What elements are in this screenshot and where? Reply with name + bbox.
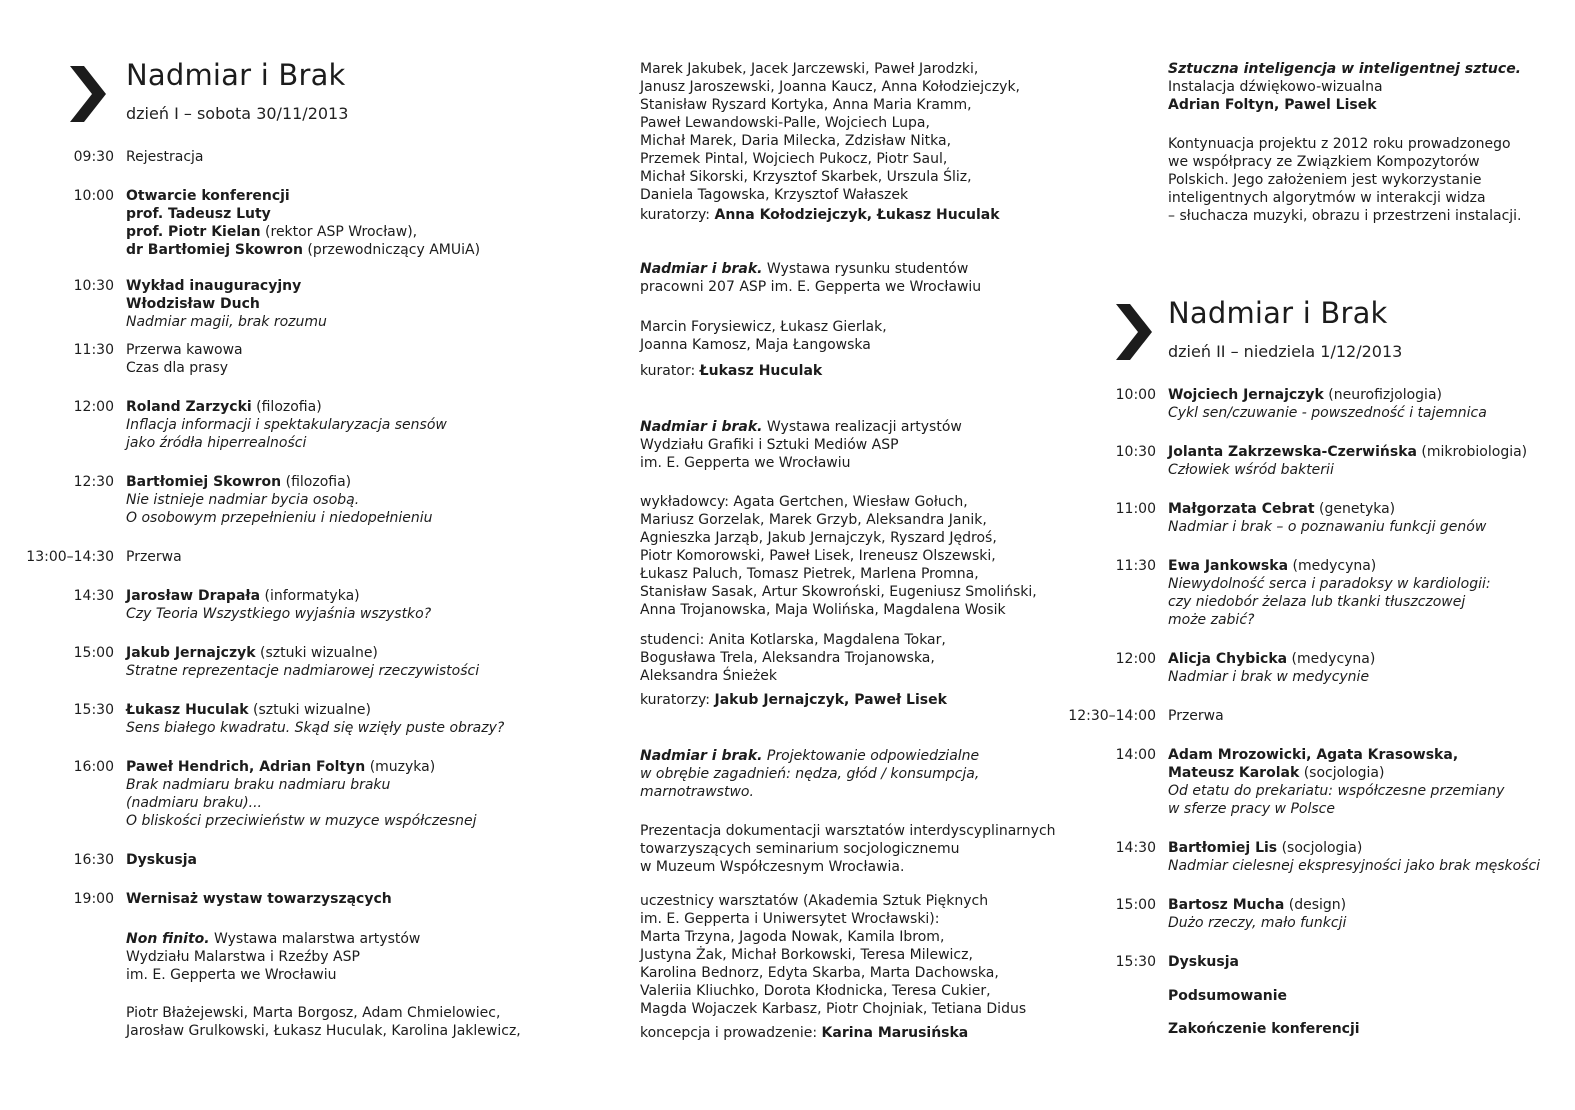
talk-title: Czy Teoria Wszystkiego wyjaśnia wszystko? [126, 606, 432, 622]
speaker-field: (mikrobiologia) [1416, 444, 1528, 460]
schedule-time: 12:00 [1115, 651, 1156, 667]
lecturers-line: Stanisław Sasak, Artur Skowroński, Eugeniusz Smoliński, [640, 584, 1037, 600]
students-line: Aleksandra Śnieżek [640, 668, 777, 684]
schedule-item [1168, 1020, 1360, 1038]
lecturers-line: Piotr Komorowski, Paweł Lisek, Ireneusz Olszewski, [640, 548, 996, 564]
speaker-field: (muzyka) [365, 759, 436, 775]
schedule-item [73, 187, 481, 259]
concept-name: Karina Marusińska [821, 1025, 969, 1041]
schedule-item [1115, 650, 1376, 686]
speaker-field: (filozofia) [281, 474, 352, 490]
schedule-item [1115, 443, 1528, 479]
installation-authors: Adrian Foltyn, Pawel Lisek [1168, 97, 1377, 113]
schedule-time: 13:00–14:30 [26, 549, 114, 565]
schedule-text: Rejestracja [126, 149, 204, 165]
description-line: – słuchacza muzyki, obrazu i przestrzeni instalacji. [1168, 208, 1522, 224]
talk-title: Nadmiar i brak w medycynie [1168, 669, 1370, 685]
exhibition-drawing [640, 260, 981, 296]
installation-description [1168, 135, 1522, 225]
schedule-item [73, 398, 447, 452]
curators-names: Jakub Jernajczyk, Paweł Lisek [714, 692, 947, 708]
speaker-field: (sztuki wizualne) [248, 702, 371, 718]
schedule-time: 14:30 [73, 588, 114, 604]
description-line: Polskich. Jego założeniem jest wykorzystanie [1168, 172, 1482, 188]
speaker-name: Bartosz Mucha [1168, 897, 1285, 913]
schedule-time: 11:00 [1115, 501, 1156, 517]
talk-title: (nadmiaru braku)... [126, 795, 263, 811]
speaker-name: Jakub Jernajczyk [126, 645, 256, 661]
curators-label: kuratorzy: [640, 692, 715, 708]
description-line: towarzyszących seminarium socjologicznemu [640, 841, 960, 857]
lecturers-list [640, 493, 1037, 619]
schedule-item [1115, 386, 1487, 422]
chevron-right-icon [1116, 304, 1156, 360]
exhibition-line: Wydziału Malarstwa i Rzeźby ASP [126, 949, 360, 965]
exhibition-title: Non finito. [126, 931, 210, 947]
exhibition-title: Nadmiar i brak. [640, 748, 763, 764]
talk-title: O bliskości przeciwieństw w muzyce współczesnej [126, 813, 477, 829]
speaker-name: prof. Piotr Kielan [126, 224, 261, 240]
curators-names: Anna Kołodziejczyk, Łukasz Huculak [714, 207, 1000, 223]
curators-3 [640, 691, 947, 709]
schedule-item [73, 851, 197, 869]
talk-title: czy niedobór żelaza lub tkanki tłuszczowej [1168, 594, 1466, 610]
schedule-item [1115, 746, 1505, 818]
artists-line: Michał Sikorski, Krzysztof Skarbek, Urszula Śliz, [640, 169, 972, 185]
description-line: Kontynuacja projektu z 2012 roku prowadzonego [1168, 136, 1511, 152]
schedule-time: 11:30 [1115, 558, 1156, 574]
exhibition-title-rest: Projektowanie odpowiedzialne [762, 748, 980, 764]
artists-line: Daniela Tagowska, Krzysztof Wałaszek [640, 187, 909, 203]
speaker-name: Mateusz Karolak [1168, 765, 1300, 781]
artists-line: Janusz Jaroszewski, Joanna Kaucz, Anna Kołodziejczyk, [640, 79, 1021, 95]
schedule-time: 16:30 [73, 852, 114, 868]
schedule-time: 10:00 [1115, 387, 1156, 403]
participants-line: Justyna Żak, Michał Borkowski, Teresa Milewicz, [640, 947, 973, 963]
schedule-item [73, 644, 480, 680]
lecturers-line: Anna Trojanowska, Maja Wolińska, Magdalena Wosik [640, 602, 1006, 618]
artists-line: Jarosław Grulkowski, Łukasz Huculak, Karolina Jaklewicz, [126, 1023, 521, 1039]
speaker-field: (socjologia) [1299, 765, 1385, 781]
speaker-name: Paweł Hendrich, Adrian Foltyn [126, 759, 366, 775]
artists-continued [640, 60, 1020, 204]
exhibition-title-rest: Wystawa realizacji artystów [762, 419, 962, 435]
exhibition-line: Wydziału Grafiki i Sztuki Mediów ASP [640, 437, 899, 453]
curator-name: Łukasz Huculak [699, 363, 823, 379]
schedule-time: 15:30 [1115, 954, 1156, 970]
participants-line: Marta Trzyna, Jagoda Nowak, Kamila Ibrom, [640, 929, 945, 945]
artists-line: Paweł Lewandowski-Palle, Wojciech Lupa, [640, 115, 930, 131]
speaker-name: Jolanta Zakrzewska-Czerwińska [1168, 444, 1417, 460]
exhibition-title: Nadmiar i brak. [640, 419, 763, 435]
talk-title: Cykl sen/czuwanie - powszedność i tajemnica [1168, 405, 1487, 421]
lecturers-line: Agnieszka Jarząb, Jakub Jernajczyk, Ryszard Jędroś, [640, 530, 997, 546]
speaker-name: Podsumowanie [1168, 988, 1288, 1004]
description-line: w Muzeum Współczesnym Wrocławia. [640, 859, 905, 875]
schedule-time: 12:30–14:00 [1068, 708, 1156, 724]
schedule-time: 12:00 [73, 399, 114, 415]
exhibition-design [640, 747, 979, 801]
exhibition-line: w obrębie zagadnień: nędza, głód / konsumpcja, [640, 766, 980, 782]
speaker-name: Dyskusja [126, 852, 197, 868]
schedule-time: 10:30 [1115, 444, 1156, 460]
exhibition-title-rest: Wystawa malarstwa artystów [209, 931, 421, 947]
speaker-name: Dyskusja [1168, 954, 1239, 970]
talk-title: Nadmiar i brak – o poznawaniu funkcji genów [1168, 519, 1487, 535]
curators-label: kuratorzy: [640, 207, 715, 223]
exhibition-drawing-artists [640, 318, 887, 354]
exhibition-non-finito [126, 930, 420, 984]
schedule-text: Czas dla prasy [126, 360, 229, 376]
curator-label: kurator: [640, 363, 700, 379]
exhibition-line: im. E. Gepperta we Wrocławiu [126, 967, 337, 983]
concept-label: koncepcja i prowadzenie: [640, 1025, 822, 1041]
speaker-name: Wykład inauguracyjny [126, 278, 302, 294]
talk-title: Brak nadmiaru braku nadmiaru braku [126, 777, 391, 793]
schedule-text: Przerwa [1168, 708, 1224, 724]
speaker-name: Wernisaż wystaw towarzyszących [126, 891, 392, 907]
lecturers-line: Łukasz Paluch, Tomasz Pietrek, Marlena Promna, [640, 566, 979, 582]
speaker-name: Małgorzata Cebrat [1168, 501, 1315, 517]
speaker-name: Adam Mrozowicki, Agata Krasowska, [1168, 747, 1459, 763]
talk-title: Stratne reprezentacje nadmiarowej rzeczywistości [126, 663, 480, 679]
installation-title: Sztuczna inteligencja w inteligentnej sztuce. [1168, 61, 1522, 77]
curators-1 [640, 206, 1000, 224]
schedule-item [26, 548, 182, 566]
speaker-name: Ewa Jankowska [1168, 558, 1289, 574]
schedule-time: 14:00 [1115, 747, 1156, 763]
description-line: inteligentnych algorytmów w interakcji widza [1168, 190, 1486, 206]
students-line: studenci: Anita Kotlarska, Magdalena Tokar, [640, 632, 946, 648]
talk-title: Sens białego kwadratu. Skąd się wzięły puste obrazy? [126, 720, 505, 736]
schedule-item [1115, 839, 1541, 875]
schedule-item [1115, 557, 1491, 629]
exhibition-line: im. E. Gepperta we Wrocławiu [640, 455, 851, 471]
schedule-item [73, 758, 477, 830]
schedule-item [73, 148, 204, 166]
lecturers-line: wykładowcy: Agata Gertchen, Wiesław Gołuch, [640, 494, 968, 510]
schedule-text: Przerwa [126, 549, 182, 565]
speaker-field: (genetyka) [1314, 501, 1396, 517]
artists-line: Przemek Pintal, Wojciech Pukocz, Piotr Saul, [640, 151, 948, 167]
talk-title: w sferze pracy w Polsce [1168, 801, 1335, 817]
schedule-time: 15:00 [73, 645, 114, 661]
exhibition-line: pracowni 207 ASP im. E. Gepperta we Wrocławiu [640, 279, 982, 295]
schedule-time: 09:30 [73, 149, 114, 165]
artists-line: Piotr Błażejewski, Marta Borgosz, Adam Chmielowiec, [126, 1005, 501, 1021]
talk-title: może zabić? [1168, 612, 1255, 628]
artists-line: Marcin Forysiewicz, Łukasz Gierlak, [640, 319, 887, 335]
schedule-item [73, 341, 243, 377]
artists-line: Stanisław Ryszard Kortyka, Anna Maria Kramm, [640, 97, 972, 113]
schedule-time: 11:30 [73, 342, 114, 358]
talk-title: jako źródła hiperrealności [126, 435, 307, 451]
artists-line: Michał Marek, Daria Milecka, Zdzisław Nitka, [640, 133, 952, 149]
speaker-field: (medycyna) [1288, 558, 1377, 574]
exhibition-graphics [640, 418, 962, 472]
schedule-item [1115, 953, 1239, 971]
students-list [640, 631, 946, 685]
talk-title: Nadmiar cielesnej ekspresyjności jako brak męskości [1168, 858, 1541, 874]
exhibition-title: Nadmiar i brak. [640, 261, 763, 277]
talk-title: Od etatu do prekariatu: współczesne przemiany [1168, 783, 1505, 799]
speaker-name: Bartłomiej Lis [1168, 840, 1278, 856]
speaker-name: Łukasz Huculak [126, 702, 249, 718]
schedule-item [73, 277, 327, 331]
students-line: Bogusława Trela, Aleksandra Trojanowska, [640, 650, 935, 666]
speaker-field: (informatyka) [260, 588, 360, 604]
speaker-field: (design) [1284, 897, 1347, 913]
schedule-time: 10:00 [73, 188, 114, 204]
schedule-text: Przerwa kawowa [126, 342, 243, 358]
speaker-name: Jarosław Drapała [126, 588, 261, 604]
schedule-item [73, 701, 505, 737]
installation-subtitle: Instalacja dźwiękowo-wizualna [1168, 79, 1383, 95]
talk-title: Niewydolność serca i paradoksy w kardiologii: [1168, 576, 1491, 592]
exhibition-design-description [640, 822, 1056, 876]
schedule-item [1068, 707, 1224, 725]
schedule-item [73, 473, 433, 527]
day2-subtitle: dzień II – niedziela 1/12/2013 [1168, 342, 1403, 361]
day1-title: Nadmiar i Brak [126, 58, 346, 92]
speaker-field: (filozofia) [251, 399, 322, 415]
speaker-field: (neurofizjologia) [1323, 387, 1442, 403]
schedule-item [1115, 500, 1487, 536]
speaker-field: (rektor ASP Wrocław), [260, 224, 418, 240]
speaker-name: Zakończenie konferencji [1168, 1021, 1360, 1037]
speaker-name: prof. Tadeusz Luty [126, 206, 271, 222]
talk-title: Człowiek wśród bakterii [1168, 462, 1334, 478]
speaker-name: Włodzisław Duch [126, 296, 260, 312]
workshop-participants [640, 892, 1026, 1018]
schedule-item [73, 587, 432, 623]
speaker-name: Wojciech Jernajczyk [1168, 387, 1324, 403]
schedule-time: 19:00 [73, 891, 114, 907]
speaker-name: Alicja Chybicka [1168, 651, 1288, 667]
talk-title: Dużo rzeczy, mało funkcji [1168, 915, 1347, 931]
exhibition-artists [126, 1004, 521, 1040]
installation [1168, 60, 1521, 114]
schedule-time: 14:30 [1115, 840, 1156, 856]
concept-credit [640, 1024, 968, 1042]
schedule-item [73, 890, 392, 908]
exhibition-title-rest: Wystawa rysunku studentów [762, 261, 969, 277]
chevron-right-icon [70, 66, 110, 122]
participants-line: uczestnicy warsztatów (Akademia Sztuk Pięknych [640, 893, 989, 909]
schedule-time: 16:00 [73, 759, 114, 775]
speaker-name: dr Bartłomiej Skowron [126, 242, 303, 258]
description-line: Prezentacja dokumentacji warsztatów interdyscyplinarnych [640, 823, 1056, 839]
speaker-field: (sztuki wizualne) [255, 645, 378, 661]
day1-subtitle: dzień I – sobota 30/11/2013 [126, 104, 349, 123]
description-line: we współpracy ze Związkiem Kompozytorów [1168, 154, 1480, 170]
speaker-name: Roland Zarzycki [126, 399, 252, 415]
talk-title: Inflacja informacji i spektakularyzacja sensów [126, 417, 447, 433]
lecturers-line: Mariusz Gorzelak, Marek Grzyb, Aleksandra Janik, [640, 512, 987, 528]
exhibition-line: marnotrawstwo. [640, 784, 754, 800]
speaker-field: (medycyna) [1287, 651, 1376, 667]
day2-title: Nadmiar i Brak [1168, 296, 1388, 330]
participants-line: Valeriia Kliuchko, Dorota Kłodnicka, Teresa Cukier, [640, 983, 991, 999]
participants-line: Magda Wojaczek Karbasz, Piotr Chojniak, Tetiana Didus [640, 1001, 1027, 1017]
schedule-time: 12:30 [73, 474, 114, 490]
talk-title: Nadmiar magii, brak rozumu [126, 314, 327, 330]
participants-line: im. E. Gepperta i Uniwersytet Wrocławski): [640, 911, 940, 927]
schedule-time: 15:30 [73, 702, 114, 718]
curator-2 [640, 362, 822, 380]
speaker-name: Otwarcie konferencji [126, 188, 290, 204]
schedule-time: 10:30 [73, 278, 114, 294]
schedule-time: 15:00 [1115, 897, 1156, 913]
speaker-field: (przewodniczący AMUiA) [302, 242, 481, 258]
talk-title: Nie istnieje nadmiar bycia osobą. [126, 492, 360, 508]
artists-line: Marek Jakubek, Jacek Jarczewski, Paweł Jarodzki, [640, 61, 979, 77]
schedule-item [1115, 896, 1347, 932]
schedule-item [1168, 987, 1287, 1005]
artists-line: Joanna Kamosz, Maja Łangowska [640, 337, 871, 353]
speaker-name: Bartłomiej Skowron [126, 474, 282, 490]
talk-title: O osobowym przepełnieniu i niedopełnieniu [126, 510, 433, 526]
speaker-field: (socjologia) [1277, 840, 1363, 856]
participants-line: Karolina Bednorz, Edyta Skarba, Marta Dachowska, [640, 965, 999, 981]
